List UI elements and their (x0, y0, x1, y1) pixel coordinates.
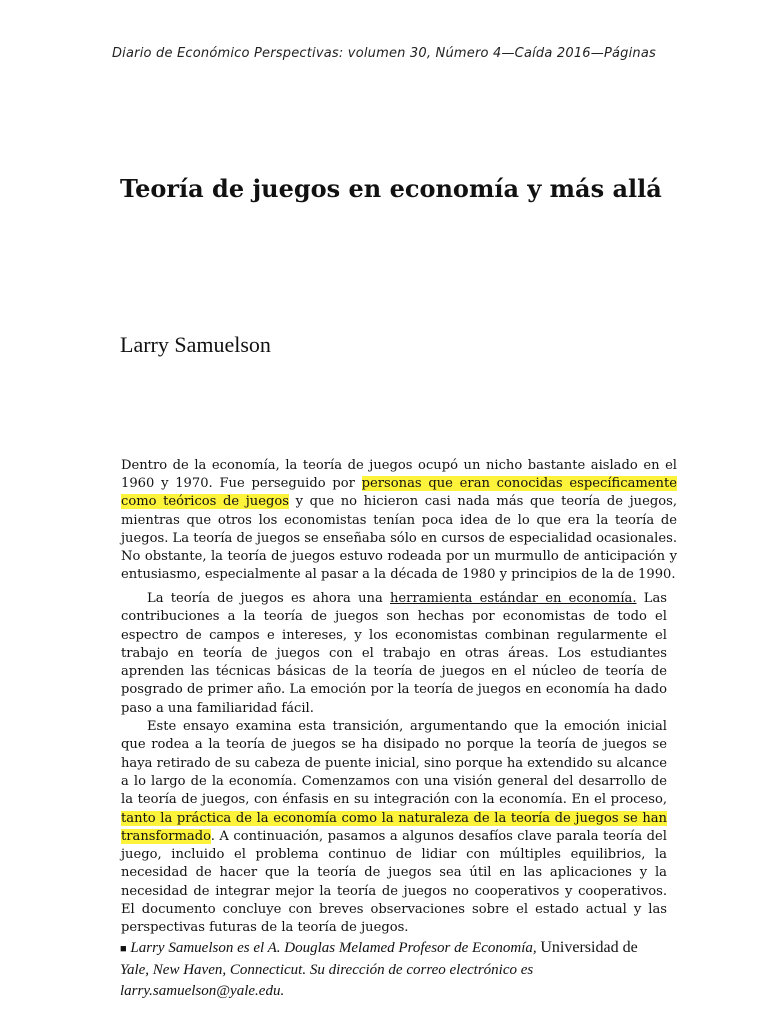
footnote-text: Larry Samuelson es el A. Douglas Melamed Profesor de Economía, (130, 940, 537, 956)
body-paragraph-2 (121, 718, 667, 938)
highlighted-phrase: tanto la práctica de la economía como la naturaleza de la teoría de juegos se han transformado (121, 810, 667, 844)
abstract-text: Dentro de la economía, la teoría de juegos ocupó un nicho bastante aislado en el 1960 y 1970. Fue perseguido por (121, 458, 677, 492)
article-author: Larry Samuelson (120, 332, 271, 357)
paragraph-text-continued: Las contribuciones a la teoría de juegos son hechas por economistas de todo el espectro de campos e intereses, y los economistas combinan regularmente el trabajo en teoría de juegos con el trabajo en otras áreas. Los estudiantes aprenden las técnicas básicas de la teoría de juegos en el núcleo de teoría de posgrado de primer año. La emoción por la teoría de juegos en economía ha dado paso a una familiaridad fácil. (121, 591, 667, 716)
footnote-bullet-icon: ■ (120, 943, 127, 955)
paragraph-text: Este ensayo examina esta transición, argumentando que la emoción inicial que rodea a la teoría de juegos se ha disipado no porque la teoría de juegos se haya retirado de su cabeza de puente inicial, sino porque ha extendido su alcance a lo largo de la economía. Comenzamos con una visión general del desarrollo de la teoría de juegos, con énfasis en su integración con la economía. En el proceso, (121, 719, 667, 808)
article-title: Teoría de juegos en economía y más allá (120, 174, 662, 203)
abstract (121, 457, 677, 584)
body-paragraph-1 (121, 590, 667, 718)
paragraph-text: La teoría de juegos es ahora una (147, 591, 390, 606)
journal-header: Diario de Económico Perspectivas: volumen 30, Número 4—Caída 2016—Páginas (111, 46, 657, 61)
underlined-phrase: herramienta estándar en economía. (390, 591, 637, 606)
abstract-text-continued: y que no hicieron casi nada más que teoría de juegos, mientras que otros los economistas tenían poca idea de lo que era la teoría de juegos. La teoría de juegos se enseñaba sólo en cursos de especialidad ocasionales. No obstante, la teoría de juegos estuvo rodeada por un murmullo de anticipación y entusiasmo, especialmente al pasar a la década de 1980 y principios de la de 1990. (121, 494, 678, 583)
article-body (121, 590, 667, 938)
footnote-text-continued: Yale, New Haven, Connecticut. Su dirección de correo electrónico es larry.samuelson@yale.edu. (120, 962, 534, 999)
author-footnote (120, 937, 660, 1002)
footnote-upright-text: Universidad de (540, 939, 638, 956)
abstract-highlight: personas que eran conocidas específicamente como teóricos de juegos (121, 476, 677, 510)
paragraph-text-continued: . A continuación, pasamos a algunos desafíos clave parala teoría del juego, incluido el problema continuo de lidiar con múltiples equilibrios, la necesidad de hacer que la teoría de juegos sea útil en las aplicaciones y la necesidad de integrar mejor la teoría de juegos no cooperativos y cooperativos. El documento concluye con breves observaciones sobre el estado actual y las perspectivas futuras de la teoría de juegos. (121, 828, 667, 936)
